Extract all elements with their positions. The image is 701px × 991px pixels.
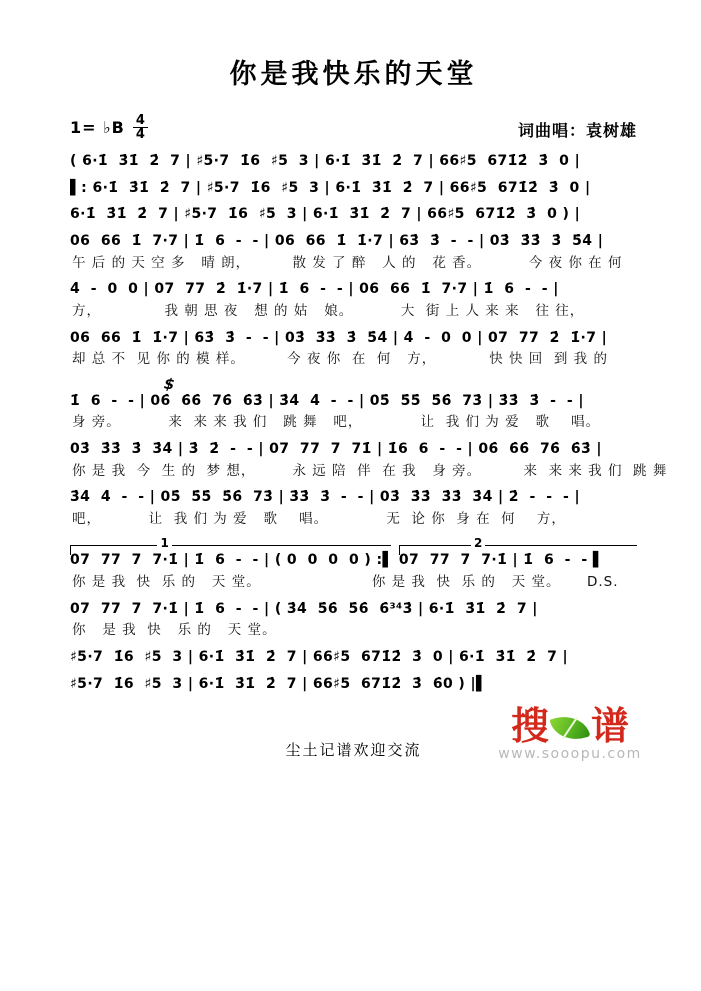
system [70,204,637,226]
music-line: 07 77 7 7·1̇ | 1̇ 6 - - | ( 3̇4̇ 5̇6̇ 5̇6̇ 6̇³⁴3̇ | 6·1̇ 3̇1̇ 2̇ 7 | [70,600,538,617]
lyrics-line: 身 旁。 来 来 来 我 们 跳 舞 吧， 让 我 们 为 爱 歌 唱。 [72,414,601,431]
logo-row [485,704,655,749]
system [70,376,637,432]
music-line: 06 66 1̇ 7·7 | 1̇ 6 - - | 06 66 1̇ 1̇·7 | 63̇ 3̇ - - | 03̇ 3̇3̇ 3̇ 5̇4̇ | [70,233,604,250]
lyrics-line: 方， 我 朝 思 夜 想 的 姑 娘。 大 街 上 人 来 来 往 往， [72,302,585,319]
lyrics-line: 午 后 的 天 空 多 晴 朗， 散 发 了 醉 人 的 花 香。 今 夜 你 在 何 [72,254,623,271]
sooopu-logo [485,704,655,763]
music-line: ♯5·7 1̇6 ♯5 3 | 6·1̇ 3̇1̇ 2̇ 7 | 66♯5 671̇2̇ 3̇ 6̇0 ) |▌ [70,675,488,692]
leaf-icon [550,710,591,747]
system [70,279,637,320]
key-signature [70,114,148,141]
song-title: 你是我快乐的天堂 [229,59,478,90]
lyrics-line: 你 是 我 快 乐 的 天 堂。 [72,622,277,639]
time-signature [133,114,148,141]
time-signature-top: 4 [133,114,148,128]
music-line: 6·1̇ 3̇1̇ 2̇ 7 | ♯5·7 1̇6 ♯5 3 | 6·1̇ 3̇1̇ 2̇ 7 | 66♯5 671̇2̇ 3̇ 0 ) | [70,206,581,223]
system [70,674,637,696]
music-line: ▌: 6·1̇ 3̇1̇ 2̇ 7 | ♯5·7 1̇6 ♯5 3 | 6·1̇ 3̇1̇ 2̇ 7 | 66♯5 671̇2̇ 3̇ 0 | [70,179,591,196]
meta-row [70,111,637,141]
system [70,231,637,272]
footer-note: 尘土记谱欢迎交流 [285,741,422,760]
music-line: 06 66 1̇ 1̇·7 | 63̇ 3̇ - - | 03̇ 3̇3̇ 3̇ 5̇4̇ | 4̇ - 0 0 | 07 77 2̇ 1̇·7 | [70,329,608,346]
system [70,151,637,173]
system [70,647,637,669]
lyrics-line: 吧， 让 我 们 为 爱 歌 唱。 无 论 你 身 在 何 方， [72,510,566,527]
system [70,328,637,369]
notation-systems [70,151,668,695]
lyrics-line: 你 是 我 今 生 的 梦 想， 永 远 陪 伴 在 我 身 旁。 来 来 来 我 们 跳 舞 [72,462,668,479]
music-line: ( 6·1̇ 3̇1̇ 2̇ 7 | ♯5·7 1̇6 ♯5 3 | 6·1̇ 3̇1̇ 2̇ 7 | 66♯5 671̇2̇ 3̇ 0 | [70,153,581,169]
music-line: 03̇ 3̇3̇ 3̇ 3̇4̇ | 3̇ 2̇ - - | 07 77 7 71̇ | 1̇6 6 - - | 06̇ 6̇6̇ 76̇ 6̇3̇ | [70,441,602,457]
key-label: 1= ♭B [70,118,125,137]
logo-url: www.sooopu.com [498,746,642,763]
volta-label: 2 [471,537,485,550]
time-signature-bottom: 4 [135,127,145,142]
music-line: 4̇ - 0 0 | 07 77 2̇ 1̇·7 | 1̇ 6 - - | 06 66 1̇ 7·7 | 1̇ 6 - - | [70,281,559,298]
footer [70,704,642,801]
volta-bracket-2 [399,536,637,555]
volta-label: 1 [157,537,171,550]
lyrics-line: 却 总 不 见 你 的 模 样。 今 夜 你 在 何 方， 快 快 回 到 我 的 [72,351,608,368]
music-line: 3̇4̇ 4̇ - - | 05̇ 5̇5̇ 5̇6̇ 73̇ | 3̇3̇ 3̇ - - | 03̇ 3̇3̇ 3̇3̇ 3̇4̇ | 2̇ - - - | [70,489,580,506]
logo-char-right: 谱 [591,704,630,749]
music-line: ♯5·7 1̇6 ♯5 3 | 6·1̇ 3̇1̇ 2̇ 7 | 66♯5 671̇2̇ 3̇ 0 | 6·1̇ 3̇1̇ 2̇ 7 | [70,648,569,665]
music-line: 07 77 7 7·1̇ | 1̇ 6 - - | ( 0 0 0 0 ) :▌ 07 77 7 7·1̇ | 1̇ 6 - - ▌ [70,552,605,569]
system [70,178,637,200]
system [70,535,637,591]
lyrics-line: 你 是 我 快 乐 的 天 堂。 你 是 我 快 乐 的 天 堂。 D.S. [72,574,619,591]
system [70,487,637,528]
volta-bracket-1 [70,536,391,555]
system [70,439,668,480]
logo-char-left: 搜 [510,704,549,749]
music-line: 1̇ 6 - - | 06̇ 6̇6̇ 76̇ 6̇3̇ | 3̇4̇ 4̇ - - | 05̇ 5̇5̇ 5̇6̇ 73̇ | 3̇3̇ 3̇ - - | [70,392,584,409]
segno-icon: $ [162,374,176,394]
composer-credit: 词曲唱：袁树雄 [517,121,637,140]
system [70,599,637,640]
